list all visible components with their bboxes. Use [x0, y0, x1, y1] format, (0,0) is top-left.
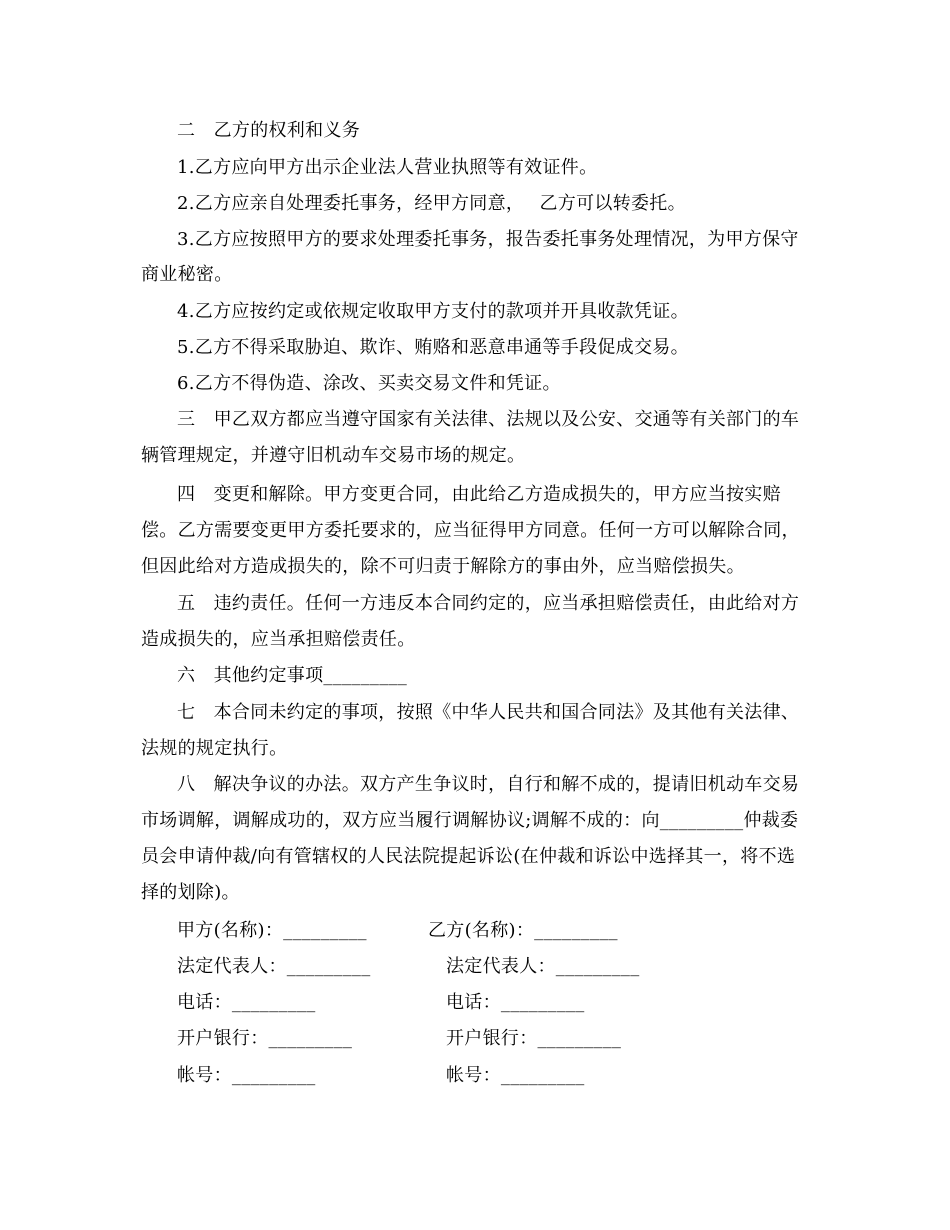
- clause-2-5: 5.乙方不得采取胁迫、欺诈、贿赂和恶意串通等手段促成交易。: [177, 337, 689, 358]
- party-a-legal-rep-field: 法定代表人：_________: [177, 956, 371, 977]
- section-7-line-1: 七 本合同未约定的事项，按照《中华人民共和国合同法》及其他有关法律、: [177, 702, 800, 723]
- clause-2-3-line-1: 3.乙方应按照甲方的要求处理委托事务，报告委托事务处理情况，为甲方保守: [177, 229, 799, 250]
- section-7-line-2: 法规的规定执行。: [141, 738, 288, 759]
- party-a-name-field: 甲方(名称)：_________: [177, 920, 367, 941]
- section-5-line-1: 五 违约责任。任何一方违反本合同约定的，应当承担赔偿责任，由此给对方: [177, 593, 800, 614]
- party-a-bank-field: 开户银行：_________: [177, 1028, 353, 1049]
- section-8-line-1: 八 解决争议的办法。双方产生争议时，自行和解不成的，提请旧机动车交易: [177, 774, 800, 795]
- section-2-heading: 二 乙方的权利和义务: [177, 120, 360, 141]
- section-5-line-2: 造成损失的，应当承担赔偿责任。: [141, 629, 416, 650]
- section-8-line-2: 市场调解，调解成功的，双方应当履行调解协议;调解不成的：向_________仲裁委: [141, 810, 799, 831]
- section-3-line-2: 辆管理规定，并遵守旧机动车交易市场的规定。: [141, 445, 526, 466]
- clause-2-6: 6.乙方不得伪造、涂改、买卖交易文件和凭证。: [177, 373, 561, 394]
- section-8-line-3: 员会申请仲裁/向有管辖权的人民法院提起诉讼(在仲裁和诉讼中选择其一，将不选: [141, 846, 796, 867]
- clause-2-1: 1.乙方应向甲方出示企业法人营业执照等有效证件。: [177, 157, 598, 178]
- section-4-line-2: 偿。乙方需要变更甲方委托要求的，应当征得甲方同意。任何一方可以解除合同，: [141, 520, 800, 541]
- clause-2-4: 4.乙方应按约定或依规定收取甲方支付的款项并开具收款凭证。: [177, 301, 689, 322]
- party-b-legal-rep-field: 法定代表人：_________: [446, 956, 640, 977]
- clause-2-2: 2.乙方应亲自处理委托事务，经甲方同意， 乙方可以转委托。: [177, 193, 686, 214]
- section-4-line-1: 四 变更和解除。甲方变更合同，由此给乙方造成损失的，甲方应当按实赔: [177, 484, 781, 505]
- party-b-account-field: 帐号：_________: [446, 1065, 585, 1086]
- section-8-line-4: 择的划除)。: [141, 882, 240, 903]
- section-6: 六 其他约定事项_________: [177, 665, 408, 686]
- party-a-account-field: 帐号：_________: [177, 1065, 316, 1086]
- section-4-line-3: 但因此给对方造成损失的，除不可归责于解除方的事由外，应当赔偿损失。: [141, 556, 745, 577]
- party-b-name-field: 乙方(名称)：_________: [428, 920, 618, 941]
- clause-2-3-line-2: 商业秘密。: [141, 264, 233, 285]
- party-b-phone-field: 电话：_________: [446, 992, 585, 1013]
- section-3-line-1: 三 甲乙双方都应当遵守国家有关法律、法规以及公安、交通等有关部门的车: [177, 409, 800, 430]
- party-b-bank-field: 开户银行：_________: [446, 1028, 622, 1049]
- party-a-phone-field: 电话：_________: [177, 992, 316, 1013]
